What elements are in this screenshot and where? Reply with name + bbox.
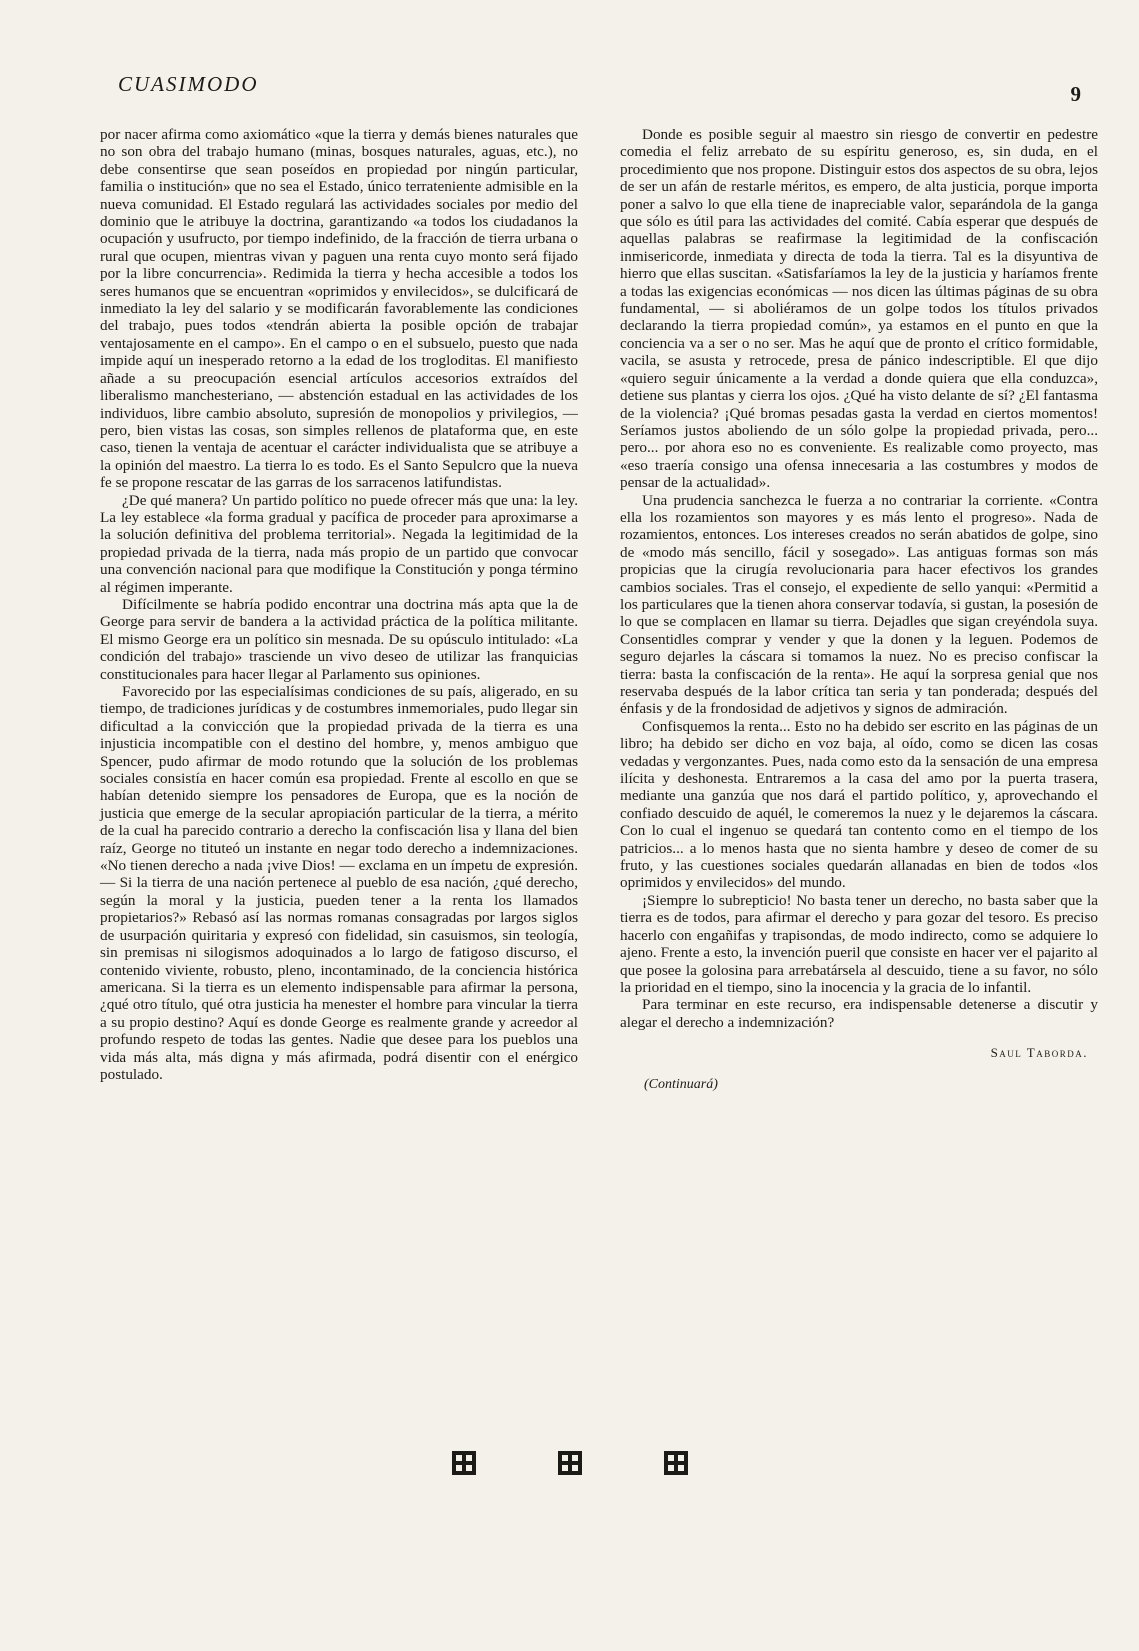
paragraph: Difícilmente se habría podido encontrar una doctrina más apta que la de George para servir de bandera a la actividad práctica de la política militante. El mismo George era un político sin mesnada. De su opúsculo intitulado: «La condición del trabajo» trasciende un vivo deseo de utilizar las franquicias constitucionales para hacer llegar al Parlamento sus opiniones. bbox=[100, 595, 578, 683]
author-signature: Saul Taborda. bbox=[990, 1045, 1088, 1061]
paragraph: ¡Siempre lo subrepticio! No basta tener un derecho, no basta saber que la tierra es de todos, para afirmar el derecho y para gozar del tesoro. Es preciso hacerlo con engañifas y trapisondas, de modo indirecto, como se adquiere lo ajeno. Frente a esto, la invención pueril que consiste en hacer ver el pajarito al que posee la golosina para arrebatársela al descuido, tiene a su favor, no sólo la prioridad en el tiempo, sino la inocencia y la gracia de lo infantil. bbox=[620, 891, 1098, 996]
ornament-row bbox=[0, 1450, 1139, 1476]
right-column bbox=[620, 126, 1098, 1093]
article-body bbox=[100, 126, 1098, 1093]
ornament-icon bbox=[663, 1450, 689, 1476]
ornament-icon bbox=[451, 1450, 477, 1476]
running-title: CUASIMODO bbox=[118, 72, 259, 96]
page-number: 9 bbox=[1070, 82, 1081, 106]
paragraph: ¿De qué manera? Un partido político no puede ofrecer más que una: la ley. La ley establece «la forma gradual y pacífica de proceder para aproximarse a la solución definitiva del problema territorial». Negada la legitimidad de la propiedad privada de la tierra, nada más propio de un partido que convocar una convención nacional para que modifique la Constitución y ponga término al régimen imperante. bbox=[100, 491, 578, 596]
continued-note: (Continuará) bbox=[644, 1077, 718, 1093]
left-column bbox=[100, 126, 578, 1093]
paragraph: Donde es posible seguir al maestro sin riesgo de convertir en pedestre comedia el feliz arrebato de su espíritu generoso, es, sin duda, en el procedimiento que nos propone. Distinguir estos dos aspectos de su obra, lejos de ser un afán de restarle méritos, es empero, de alta justicia, porque importa poner a salvo lo que ella tiene de inapreciable valor, separándola de la ganga que sólo es útil para las actividades del comité. Cabía esperar que después de aquellas palabras se reafirmase la legitimidad de la confiscación inmisericorde, inmediata y directa de toda la tierra. Tal es la disyuntiva de hierro que ellas suscitan. «Satisfaríamos la ley de la justicia y haríamos frente a todas las exigencias económicas — nos dicen las últimas páginas de su obra fundamental, — si aboliéramos de un golpe todos los títulos privados declarando la tierra propiedad común», ya estamos en el punto en que la conciencia va a ser o no ser. Mas he aquí que de pronto el crítico formidable, vacila, se asusta y retrocede, presa de pánico indescriptible. El que dijo «quiero seguir únicamente a la verdad a donde quiera que ella conduzca», detiene sus plantas y cierra los ojos. ¿Qué ha visto delante de sí? ¿El fantasma de la violencia? ¡Qué bromas pesadas gasta la verdad en ciertos momentos! Seríamos justos aboliendo de un sólo golpe la propiedad privada, pero... pero... por ahora eso no es conveniente. Es realizable como proyecto, mas «eso traería consigo una ofensa innecesaria a las costumbres y modos de pensar de la actualidad». bbox=[620, 126, 1098, 492]
paragraph: Una prudencia sanchezca le fuerza a no contrariar la corriente. «Contra ella los rozamientos son mayores y es más lento el progreso». Nada de rozamientos, entonces. Los intereses creados no serán abatidos de golpe, sino de «modo más sencillo, fácil y sosegado». Las antiguas formas son más propicias que la cirugía revolucionaria para hacer efectivos los grandes cambios sociales. Tras el consejo, el expediente de sello yanqui: «Permitid a los particulares que la tienen ahora conservar todavía, si gustan, la posesión de lo que se complacen en llamar su tierra. Dejadles que sigan creyéndola suya. Consentidles comprar y vender y que la donen y la leguen. Podemos de seguro dejarles la cáscara si tomamos la nuez. No es preciso confiscar la tierra: basta la confiscación de la renta». He aquí la sorpresa genial que nos reservaba después de la labor crítica tan seria y tan ponderada; después del énfasis y de la frondosidad de adjetivos y signos de admiración. bbox=[620, 491, 1098, 718]
ornament-icon bbox=[557, 1450, 583, 1476]
paragraph: Confisquemos la renta... Esto no ha debido ser escrito en las páginas de un libro; ha debido ser dicho en voz baja, al oído, como se dicen las cosas vedadas y vergonzantes. Pues, nada como esto da la sensación de una empresa ilícita y deshonesta. Entraremos a la casa del amo por la puerta trasera, mediante una ganzúa que nos dará el partido político, y, aprovechando el confiado descuido de aquél, le comeremos la nuez y le dejaremos la cáscara. Con lo cual el ingenuo se quedará tan contento como en el tiempo de los patricios... a lo menos hasta que no sienta hambre y deseo de comer de su fruto, y las cuestiones sociales quedarán allanadas en bien de todos «los oprimidos y envilecidos» del mundo. bbox=[620, 717, 1098, 892]
paragraph: por nacer afirma como axiomático «que la tierra y demás bienes naturales que no son obra del trabajo humano (minas, bosques naturales, aguas, etc.), no debe consentirse que sean poseídos en propiedad por ningún particular, familia o institución» que no sea el Estado, único terrateniente admisible en la nueva comunidad. El Estado regulará las actividades sociales por medio del dominio que le atribuye la doctrina, garantizando «a todos los ciudadanos la ocupación y usufructo, por tiempo indefinido, de la fracción de tierra urbana o rural que ocupen, mientras vivan y paguen una renta cuyo monto será fijado por la libre concurrencia». Redimida la tierra y hecha accesible a todos los seres humanos que se encuentran «oprimidos y envilecidos», se dulcificará de inmediato la ley del salario y se modificarán favorablemente las condiciones del trabajo, pues todos «tendrán abierta la posible opción de trabajar ventajosamente en el campo». En el campo o en el subsuelo, puesto que nada impide aquí un inesperado retorno a la edad de los trogloditas. El manifiesto añade a su preocupación esencial artículos accesorios extraídos del liberalismo manchesteriano, — abstención estadual en las actividades de los individuos, libre cambio absoluto, supresión de monopolios y privilegios, — pero, bien vistas las cosas, son simples rellenos de plataforma que, en este caso, tienen la ventaja de acentuar el carácter individualista que se atribuye a la opinión del maestro. La tierra lo es todo. Es el Santo Sepulcro que la nueva fe se propone rescatar de las garras de los sarracenos latifundistas. bbox=[100, 126, 578, 492]
paragraph: Favorecido por las especialísimas condiciones de su país, aligerado, en su tiempo, de tradiciones jurídicas y de costumbres inmemoriales, pudo llegar sin dificultad a la convicción que la propiedad privada de la tierra es una injusticia incompatible con el destino del hombre, y, menos ambiguo que Spencer, pudo afirmar de modo rotundo que la solución de los problemas sociales consistía en hacer común esa propiedad. Frente al escollo en que se habían detenido siempre los pensadores de Europa, que es la noción de justicia que emerge de la secular apropiación particular de la tierra, a mérito de la cual ha parecido contrario a derecho la confiscación lisa y llana del bien raíz, George no tituteó un instante en negar todo derecho a indemnizaciones. «No tienen derecho a nada ¡vive Dios! — exclama en un ímpetu de expresión. — Si la tierra de una nación pertenece al pueblo de esa nación, ¿qué derecho, según la moral y la justicia, pueden tener a la renta los llamados propietarios?» Rebasó así las normas romanas consagradas por largos siglos de usurpación quiritaria y expresó con fidelidad, sin casuismos, sin teología, sin premisas ni silogismos adoquinados a lo largo de fatigoso discurso, el contenido viviente, robusto, pleno, incontaminado, de la conciencia histórica americana. Si la tierra es un elemento indispensable para afirmar la persona, ¿qué otro título, qué otra justicia ha menester el hombre para vincular la tierra a su propio destino? Aquí es donde George es realmente grande y acreedor al profundo respeto de todas las gentes. Nadie que desee para los pueblos una vida más alta, más digna y más afirmada, podrá disentir con el enérgico postulado. bbox=[100, 683, 578, 1083]
paragraph: Para terminar en este recurso, era indispensable detenerse a discutir y alegar el derecho a indemnización? bbox=[620, 996, 1098, 1031]
